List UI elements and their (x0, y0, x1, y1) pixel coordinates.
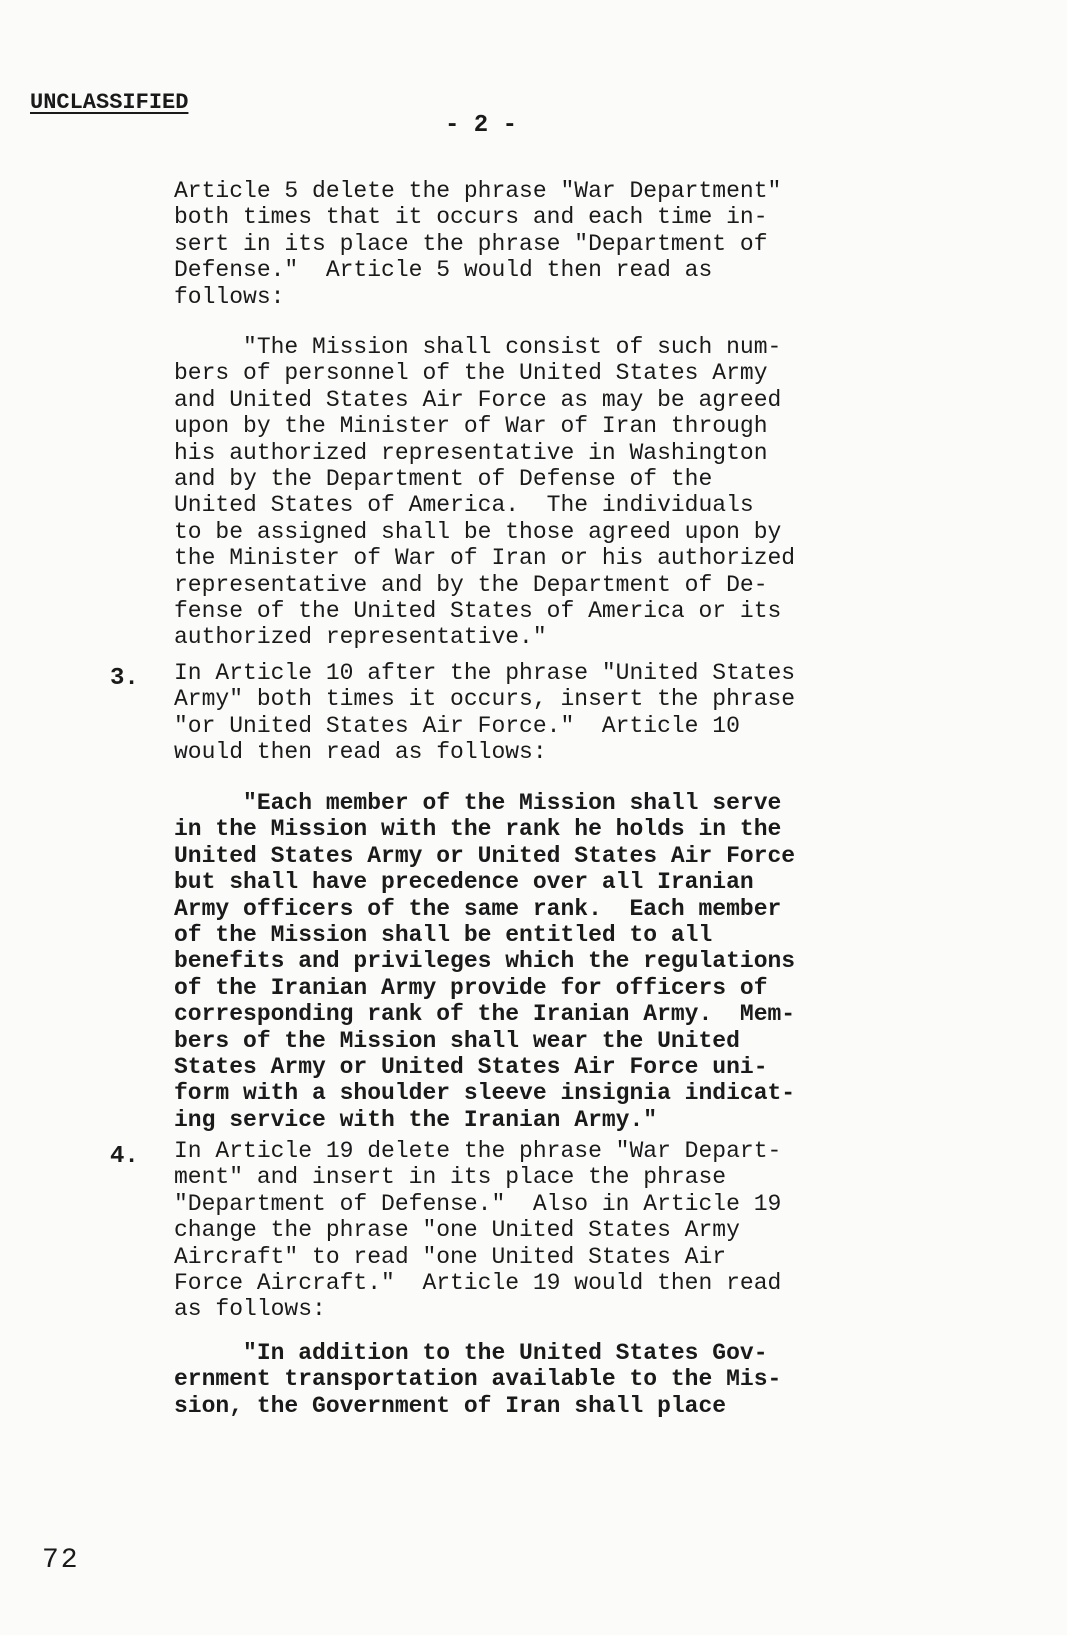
quote-article-5: "The Mission shall consist of such num- bers of personnel of the United States Army and United States Air Force as may be agreed upon by the Minister of War of Iran through his authorized representative in Washington and by the Department of Defense of the United States of America. The individuals to be assigned shall be those agreed upon by the Minister of War of Iran or his authorized representative and by the Department of De- fense of the United States of America or its authorized representative." (174, 334, 796, 651)
classification-marking: UNCLASSIFIED (30, 90, 189, 115)
quote-article-10: "Each member of the Mission shall serve in the Mission with the rank he holds in the United States Army or United States Air Force but shall have precedence over all Iranian Army officers of the same rank. Each member of the Mission shall be entitled to all benefits and privileges which the regulations of the Iranian Army provide for officers of corresponding rank of the Iranian Army. Mem- bers of the Mission shall wear the United States Army or United States Air Force uni- form with a shoulder sleeve insignia indicat- ing service with the Iranian Army." (174, 790, 796, 1133)
paragraph-article-10-intro: In Article 10 after the phrase "United States Army" both times it occurs, insert the phrase "or United States Air Force." Article 10 would then read as follows: (174, 660, 796, 766)
quote-article-19: "In addition to the United States Gov- ernment transportation available to the Mis- sion, the Government of Iran shall place (174, 1340, 782, 1419)
item-number-4: 4. (110, 1143, 139, 1170)
page-marker: - 2 - (445, 112, 518, 139)
paragraph-article-5-intro: Article 5 delete the phrase "War Department" both times that it occurs and each time in- sert in its place the phrase "Department of Defense." Article 5 would then read as follows: (174, 178, 782, 310)
item-number-3: 3. (110, 665, 139, 692)
page-number-footer: 72 (42, 1545, 80, 1576)
paragraph-article-19-intro: In Article 19 delete the phrase "War Depart- ment" and insert in its place the phrase "Department of Defense." Also in Article 19 change the phrase "one United States Army Aircraft" to read "one United States Air Force Aircraft." Article 19 would then read as follows: (174, 1138, 782, 1323)
